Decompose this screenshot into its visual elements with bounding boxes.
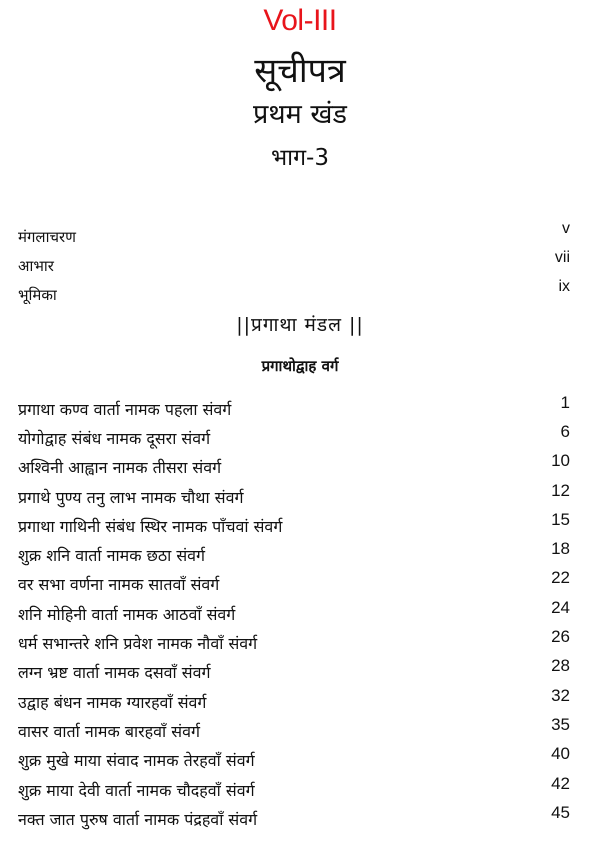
- toc-entry-label: वर सभा वर्णना नामक सातवाँ संवर्ग: [18, 575, 220, 595]
- toc-entry-page: 6: [560, 421, 570, 441]
- toc-entry-label: नक्त जात पुरुष वार्ता नामक पंद्रहवाँ संवर्ग: [18, 809, 258, 829]
- toc-entry-page: 28: [551, 656, 570, 676]
- toc-entry-label: धर्म सभान्तरे शनि प्रवेश नामक नौवाँ संवर्ग: [18, 634, 258, 654]
- page-title: सूचीपत्र: [254, 51, 346, 91]
- toc-entry-label: प्रगाथे पुण्य तनु लाभ नामक चौथा संवर्ग: [18, 487, 244, 507]
- toc-entry-page: 32: [551, 685, 570, 705]
- toc-entry-label: भूमिका: [18, 285, 57, 304]
- toc-entry[interactable]: [18, 511, 570, 540]
- toc-entry-label: आभार: [18, 256, 54, 275]
- chapter-list: [18, 394, 570, 833]
- toc-entry-label: प्रगाथा गाथिनी संबंध स्थिर नामक पाँचवां संवर्ग: [18, 516, 283, 536]
- toc-entry[interactable]: [18, 687, 570, 716]
- toc-entry-label: उद्वाह बंधन नामक ग्यारहवाँ संवर्ग: [18, 692, 207, 712]
- toc-entry[interactable]: [18, 277, 570, 309]
- toc-entry-page: 35: [551, 714, 570, 734]
- mandal-heading: ||प्रगाथा मंडल ||: [236, 314, 364, 336]
- toc-entry[interactable]: [18, 453, 570, 482]
- toc-entry-page: 42: [551, 773, 570, 793]
- toc-entry-page: 45: [551, 802, 570, 822]
- toc-entry[interactable]: [18, 716, 570, 745]
- toc-entry[interactable]: [18, 570, 570, 599]
- toc-entry[interactable]: [18, 394, 570, 423]
- toc-entry-page: 18: [551, 539, 570, 559]
- toc-entry-page: ix: [558, 277, 570, 295]
- toc-entry-page: 12: [551, 480, 570, 500]
- toc-entry-label: प्रगाथा कण्व वार्ता नामक पहला संवर्ग: [18, 399, 232, 419]
- toc-entry[interactable]: [18, 628, 570, 657]
- toc-entry-page: vii: [554, 248, 570, 266]
- varga-heading: प्रगाथोद्वाह वर्ग: [261, 357, 339, 375]
- part-label: भाग-3: [270, 145, 329, 171]
- toc-entry-page: v: [562, 219, 570, 237]
- toc-entry-page: 10: [551, 451, 570, 471]
- toc-entry[interactable]: [18, 248, 570, 280]
- toc-entry[interactable]: [18, 219, 570, 251]
- front-matter-list: [18, 219, 570, 309]
- toc-entry-page: 24: [551, 597, 570, 617]
- toc-entry-label: शुक्र मुखे माया संवाद नामक तेरहवाँ संवर्ग: [18, 751, 255, 771]
- toc-entry[interactable]: [18, 746, 570, 775]
- toc-entry-label: योगोद्वाह संबंध नामक दूसरा संवर्ग: [18, 428, 211, 448]
- toc-entry-page: 26: [551, 627, 570, 647]
- toc-entry-label: मंगलाचरण: [18, 227, 76, 246]
- toc-entry[interactable]: [18, 482, 570, 511]
- toc-entry[interactable]: [18, 658, 570, 687]
- section-subtitle: प्रथम खंड: [253, 99, 347, 130]
- toc-entry[interactable]: [18, 804, 570, 833]
- toc-entry[interactable]: [18, 423, 570, 452]
- toc-entry-page: 22: [551, 568, 570, 588]
- toc-entry[interactable]: [18, 775, 570, 804]
- toc-entry-label: लग्न भ्रष्ट वार्ता नामक दसवाँ संवर्ग: [18, 663, 211, 683]
- toc-entry-page: 15: [551, 509, 570, 529]
- toc-entry-label: अश्विनी आह्वान नामक तीसरा संवर्ग: [18, 458, 222, 478]
- toc-entry-label: शुक्र शनि वार्ता नामक छठा संवर्ग: [18, 546, 206, 566]
- toc-entry-label: वासर वार्ता नामक बारहवाँ संवर्ग: [18, 721, 201, 741]
- toc-entry-label: शुक्र माया देवी वार्ता नामक चौदहवाँ संवर्ग: [18, 780, 255, 800]
- toc-entry[interactable]: [18, 540, 570, 569]
- toc-entry-label: शनि मोहिनी वार्ता नामक आठवाँ संवर्ग: [18, 604, 236, 624]
- toc-entry[interactable]: [18, 599, 570, 628]
- toc-entry-page: 40: [551, 744, 570, 764]
- toc-entry-page: 1: [560, 392, 570, 412]
- volume-label: Vol-III: [263, 4, 337, 37]
